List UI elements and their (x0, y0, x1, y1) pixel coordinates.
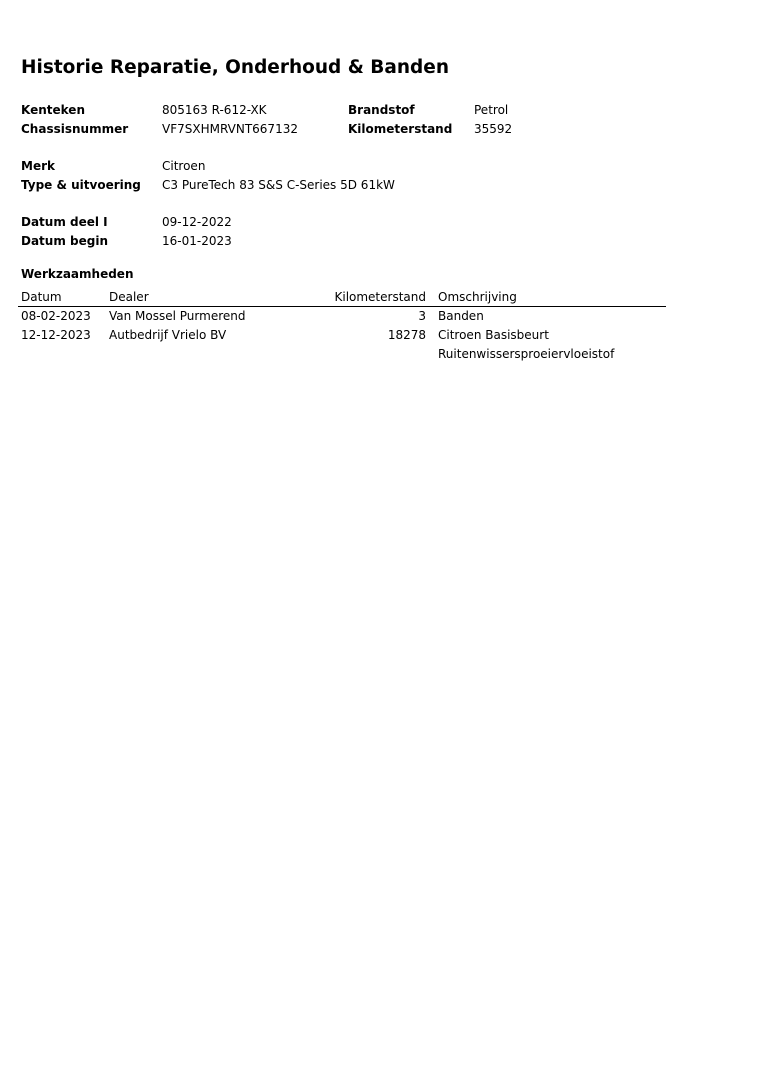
info-row-type (0, 176, 760, 195)
kenteken-value: 805163 R-612-XK (162, 103, 267, 117)
info-row-merk (0, 157, 760, 176)
datum-deel-value: 09-12-2022 (162, 215, 232, 229)
werkzaamheden-table (18, 288, 666, 364)
kenteken-label: Kenteken (21, 103, 85, 117)
omschrijving-line: Citroen Basisbeurt (438, 328, 549, 342)
omschrijving-line: Ruitenwissersproeiervloeistof (438, 347, 615, 361)
kilometerstand-value: 35592 (474, 122, 513, 136)
info-row-datum-begin (0, 232, 760, 251)
row-datum: 08-02-2023 (21, 309, 91, 323)
row-omschrijving (438, 307, 484, 326)
row-datum: 12-12-2023 (21, 328, 91, 342)
info-row-datum-deel (0, 213, 760, 232)
header-kilometerstand: Kilometerstand (334, 290, 426, 304)
type-label: Type & uitvoering (21, 178, 141, 192)
chassis-label: Chassisnummer (21, 122, 129, 136)
datum-begin-label: Datum begin (21, 234, 108, 248)
row-kilometerstand: 3 (418, 309, 426, 323)
merk-label: Merk (21, 159, 55, 173)
datum-deel-label: Datum deel I (21, 215, 108, 229)
row-kilometerstand: 18278 (387, 328, 426, 342)
header-dealer: Dealer (109, 290, 149, 304)
info-row-kenteken (0, 101, 760, 120)
page-title: Historie Reparatie, Onderhoud & Banden (21, 57, 450, 78)
header-datum: Datum (21, 290, 62, 304)
type-value: C3 PureTech 83 S&S C-Series 5D 61kW (162, 178, 395, 192)
merk-value: Citroen (162, 159, 206, 173)
row-omschrijving (438, 326, 614, 364)
row-dealer: Autbedrijf Vrielo BV (109, 328, 227, 342)
table-header (18, 288, 666, 307)
header-omschrijving: Omschrijving (438, 290, 517, 304)
table-row (18, 326, 666, 364)
kilometerstand-label: Kilometerstand (348, 122, 453, 136)
werkzaamheden-title: Werkzaamheden (21, 267, 134, 281)
omschrijving-line: Banden (438, 309, 484, 323)
datum-begin-value: 16-01-2023 (162, 234, 232, 248)
row-dealer: Van Mossel Purmerend (109, 309, 246, 323)
table-row (18, 307, 666, 326)
brandstof-value: Petrol (474, 103, 509, 117)
chassis-value: VF7SXHMRVNT667132 (162, 122, 298, 136)
brandstof-label: Brandstof (348, 103, 415, 117)
info-row-chassis (0, 120, 760, 139)
